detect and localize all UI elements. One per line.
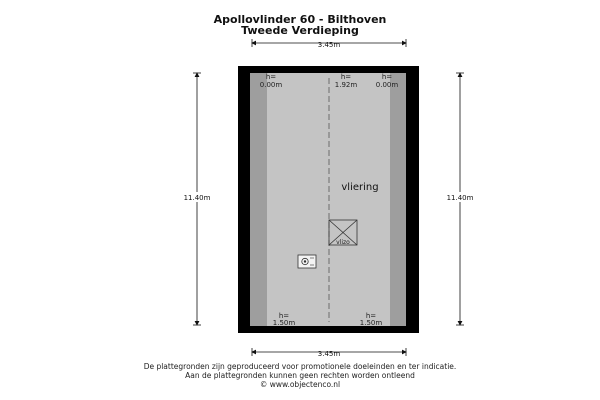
disclaimer-line-2: Aan de plattegronden kunnen geen rechten worden ontleend [185, 371, 415, 380]
right-dimension-label: 11.40m [446, 194, 474, 202]
floor-name: Tweede Verdieping [241, 24, 359, 37]
bottom-dimension-label: 3.45m [317, 350, 341, 358]
h-label: h= [365, 312, 377, 320]
copyright-line: © www.objectenco.nl [259, 380, 341, 389]
right-dimension [443, 73, 477, 325]
height-value: 1.50m [359, 319, 383, 327]
height-value: 1.50m [272, 319, 296, 327]
room-label: vliering [341, 182, 379, 193]
boiler-icon [298, 255, 316, 268]
disclaimer-line-1: De plattegronden zijn geproduceerd voor promotionele doeleinden en ter indicatie. [143, 362, 457, 371]
h-label: h= [265, 73, 277, 81]
floor-high-zone [267, 73, 393, 326]
height-value: 1.92m [334, 81, 358, 89]
plan-title: Apollovlinder 60 - Bilthoven [213, 13, 387, 26]
h-label: h= [381, 73, 393, 81]
hatch-label: vlizo [336, 239, 350, 246]
h-label: h= [278, 312, 290, 320]
top-wall-notch [272, 66, 329, 73]
left-dimension [180, 73, 214, 325]
h-label: h= [340, 73, 352, 81]
top-dimension-label: 3.45m [317, 41, 341, 49]
height-value: 0.00m [259, 81, 283, 89]
left-dimension-label: 11.40m [183, 194, 211, 202]
top-dimension [252, 39, 406, 49]
bottom-dimension [252, 348, 406, 358]
height-value: 0.00m [375, 81, 399, 89]
